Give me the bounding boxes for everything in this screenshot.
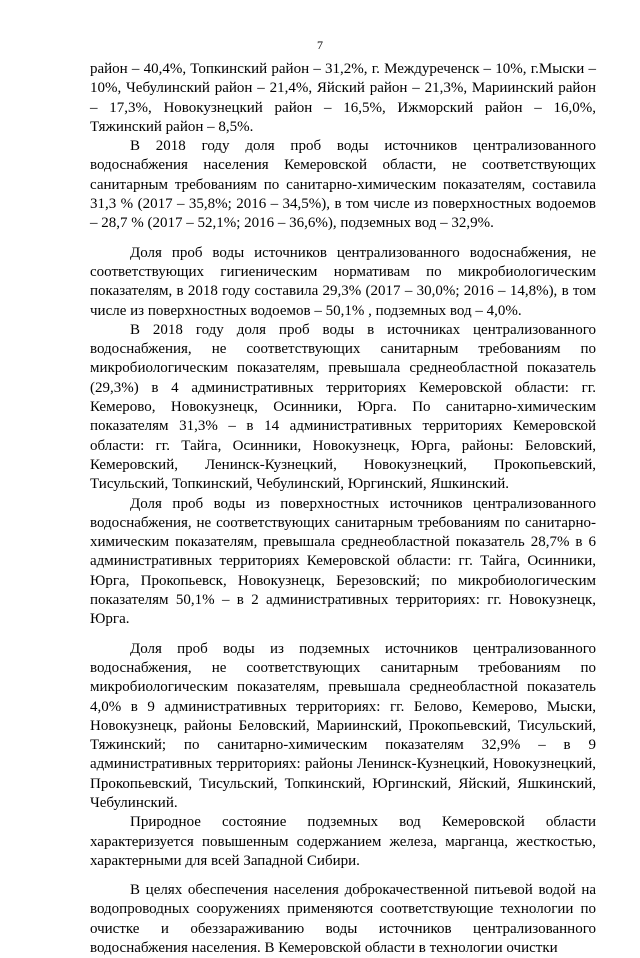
- paragraph-1: район – 40,4%, Топкинский район – 31,2%, г. Междуреченск – 10%, г.Мыски – 10%, Чебулинский район – 21,4%, Яйский район – 21,3%, Мариинский район – 17,3%, Новокузнецкий район – 16,5%, Ижморский район – 16,0%, Тяжинский район – 8,5%.: [90, 61, 596, 135]
- document-body: [90, 60, 596, 958]
- paragraph-4: В 2018 году доля проб воды в источниках централизованного водоснабжения, не соответствующих санитарным требованиям по микробиологическим показателям, превышала среднеобластной показатель (29,3%) в 4 административных территориях Кемеровской области: гг. Кемерово, Новокузнецк, Осинники, Юрга. По санитарно-химическим показателям 31,3% – в 14 административных территориях Кемеровской области: гг. Тайга, Осинники, Новокузнецк, Юрга, районы: Беловский, Кемеровский, Ленинск-Кузнецкий, Новокузнецкий, Прокопьевский, Тисульский, Топкинский, Чебулинский, Юргинский, Яшкинский.: [90, 321, 596, 493]
- page-number: 7: [317, 38, 323, 52]
- paragraph-5: Доля проб воды из поверхностных источников централизованного водоснабжения, не соответствующих санитарным требованиям по санитарно-химическим показателям, превышала среднеобластной показатель 28,7% в 6 административных территориях Кемеровской области: гг. Тайга, Осинники, Юрга, Прокопьевск, Новокузнецк, Березовский; по микробиологическим показателям 50,1% – в 2 административных территориях: гг. Новокузнецк, Юрга.: [90, 495, 596, 628]
- paragraph-6: Доля проб воды из подземных источников централизованного водоснабжения, не соответствующих санитарным требованиям по микробиологическим показателям, превышала среднеобластной показатель 4,0% в 9 административных территориях: гг. Белово, Кемерово, Мыски, Новокузнецк, районы Беловский, Мариинский, Прокопьевский, Тисульский, Тяжинский; по санитарно-химическим показателям 32,9% – в 9 административных территориях: районы Ленинск-Кузнецкий, Новокузнецкий, Прокопьевский, Тисульский, Топкинский, Юргинский, Яйский, Яшкинский, Чебулинский.: [90, 640, 596, 811]
- paragraph-3: Доля проб воды источников централизованного водоснабжения, не соответствующих гигиеническим нормативам по микробиологическим показателям, в 2018 году составила 29,3% (2017 – 30,0%; 2016 – 14,8%), в том числе из поверхностных водоемов – 50,1% , подземных вод – 4,0%.: [90, 244, 596, 319]
- paragraph-7: Природное состояние подземных вод Кемеровской области характеризуется повышенным содержанием железа, марганца, жесткостью, характерными для всей Западной Сибири.: [90, 814, 596, 869]
- paragraph-2: В 2018 году доля проб воды источников централизованного водоснабжения населения Кемеровской области, не соответствующих санитарным требованиям по санитарно-химическим показателям, составила 31,3 % (2017 – 35,8%; 2016 – 34,5%), в том числе из поверхностных водоемов – 28,7 % (2017 – 52,1%; 2016 – 36,6%), подземных вод – 32,9%.: [90, 138, 596, 232]
- paragraph-8: В целях обеспечения населения доброкачественной питьевой водой на водопроводных сооружениях применяются соответствующие технологии по очистке и обеззараживанию воды источников централизованного водоснабжения населения. В Кемеровской области в технологии очистки: [90, 882, 596, 957]
